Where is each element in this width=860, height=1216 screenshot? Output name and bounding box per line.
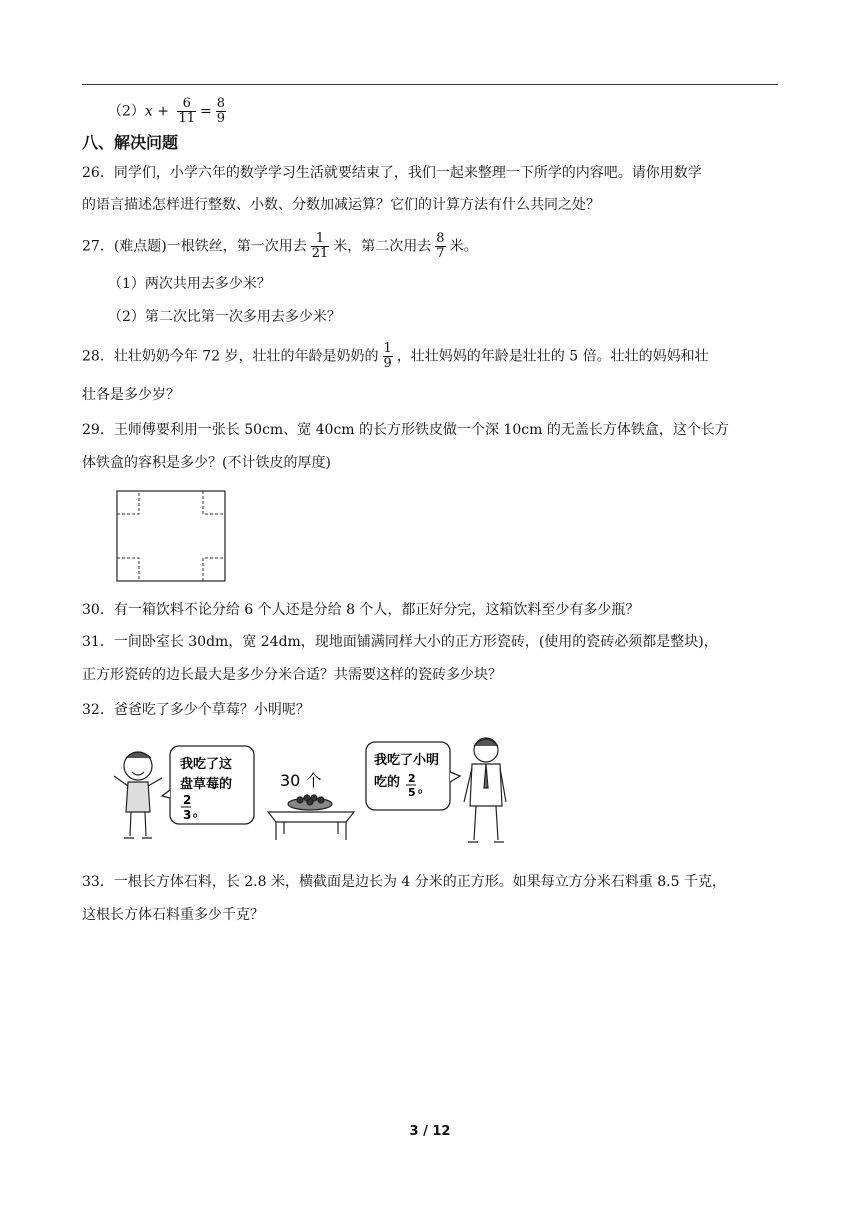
sheet-diagram [116, 490, 228, 584]
right-bubble-period: 。 [418, 781, 431, 795]
question-31-line2: 正方形瓷砖的边长最大是多少分米合适？共需要这样的瓷砖多少块？ [82, 667, 502, 683]
question-28: 28．壮壮奶奶今年 72 岁，壮壮的年龄是奶奶的 $\frac{1}{9}$ ，壮壮妈妈的年龄是壮壮的 5 倍。壮壮的妈妈和壮 [82, 341, 709, 371]
equation-2 [108, 97, 230, 126]
page-number: 3 / 12 [409, 1124, 451, 1139]
fraction-1-9: $\frac{1}{9}$ [383, 341, 392, 371]
left-bubble-period: 。 [193, 805, 206, 819]
right-bubble-frac-num: 2 [408, 772, 416, 785]
question-33-line1: 33．一根长方体石料，长 2.8 米，横截面是边长为 4 分米的正方形。如果每立方分米石料重 8.5 千克， [82, 874, 726, 890]
fraction-6-11: $\frac{6}{11}$ [178, 96, 196, 126]
question-32: 32．爸爸吃了多少个草莓？小明呢？ [82, 702, 310, 718]
equals-sign: = [200, 103, 212, 120]
question-33-line2: 这根长方体石料重多少千克？ [82, 907, 264, 923]
fraction-1-21: $\frac{1}{21}$ [311, 231, 329, 261]
question-29-line2: 体铁盒的容积是多少？(不计铁皮的厚度) [82, 455, 331, 471]
section-heading: 八、解决问题 [82, 133, 179, 152]
question-26-line2: 的语言描述怎样进行整数、小数、分数加减运算？它们的计算方法有什么共同之处？ [82, 197, 600, 213]
question-27: 27．(难点题)一根铁丝，第一次用去 $\frac{1}{21}$ 米，第二次用去 $\frac{8}{7}$ 米。 [82, 231, 478, 261]
sheet-outline [117, 491, 225, 581]
left-bubble-line2: 盘草莓的 [180, 777, 233, 792]
right-bubble-frac-den: 5 [408, 786, 416, 799]
plus-sign: + [157, 103, 170, 120]
question-28-line2: 壮各是多少岁？ [82, 387, 180, 403]
left-bubble-frac-num: 2 [183, 793, 192, 807]
equation-variable: x [144, 103, 153, 120]
left-bubble-frac-den: 3 [183, 808, 192, 822]
question-30: 30．有一箱饮料不论分给 6 个人还是分给 8 个人，都正好分完，这箱饮料至少有多少瓶？ [82, 602, 640, 618]
left-bubble-line1: 我吃了这 [180, 757, 233, 772]
fraction-8-7: $\frac{8}{7}$ [436, 231, 445, 261]
header-rule [82, 84, 778, 85]
question-26-line1: 26．同学们，小学六年的数学学习生活就要结束了，我们一起来整理一下所学的内容吧。请你用数学 [82, 165, 702, 181]
strawberry-illustration [108, 728, 508, 846]
right-bubble-line2: 吃的 [374, 775, 401, 790]
question-29-line1: 29．王师傅要利用一张长 50cm、宽 40cm 的长方形铁皮做一个深 10cm 的无盖长方体铁盒，这个长方 [82, 422, 729, 438]
fraction-8-9: $\frac{8}{9}$ [216, 96, 226, 126]
boy-figure [114, 752, 162, 838]
right-bubble-line1: 我吃了小明 [374, 753, 440, 768]
table-with-strawberries [268, 795, 354, 840]
father-figure [464, 738, 506, 842]
question-31-line1: 31．一间卧室长 30dm，宽 24dm，现地面铺满同样大小的正方形瓷砖，(使用的瓷砖必须都是整块)， [82, 634, 718, 650]
corner-cut-lines [117, 491, 225, 581]
question-27-sub2: （2）第二次比第一次多用去多少米？ [108, 309, 341, 325]
question-27-sub1: （1）两次共用去多少米？ [108, 276, 271, 292]
equation-label: （2） [108, 103, 145, 120]
plate-count-label: 30 个 [280, 771, 322, 790]
